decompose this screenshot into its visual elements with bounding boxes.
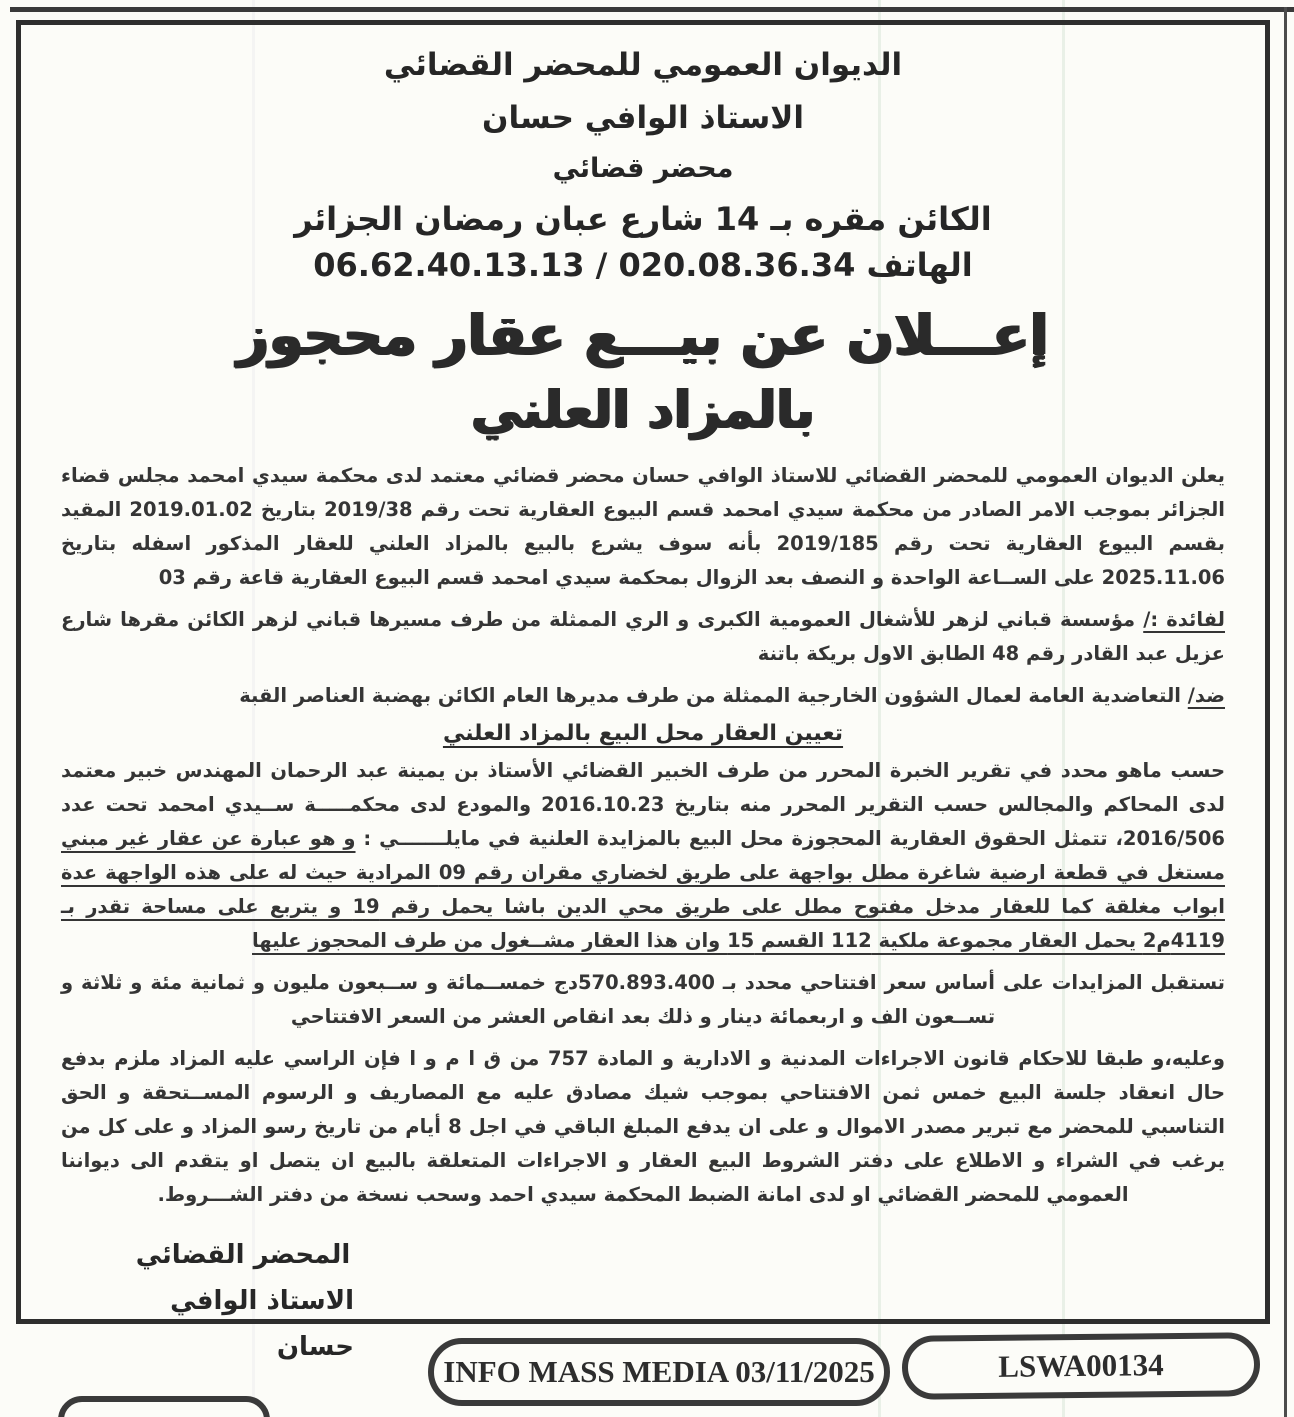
- reference-code-stamp: LSWA00134: [902, 1332, 1261, 1400]
- against-paragraph: [61, 679, 1225, 713]
- office-title: الديوان العمومي للمحضر القضائي: [383, 47, 903, 83]
- top-border-line: [10, 7, 1294, 12]
- against-label: ضد/: [1187, 684, 1225, 708]
- beneficiary-text: مؤسسة قباني لزهر للأشغال العمومية الكبرى و الري الممثلة من طرف مسيرها قباني لزهر الكائن مقرها شارع عزيل عبد القادر رقم 48 الطابق الاول بريكة باتنة: [61, 608, 1225, 666]
- section-heading: تعيين العقار محل البيع بالمزاد العلني: [442, 721, 844, 747]
- terms-paragraph: وعليه،و طبقا للاحكام قانون الاجراءات المدنية و الادارية و المادة 757 من ق ا م و ا فإن الراسي عليه المزاد ملزم بدفع حال انعقاد جلسة البيع خمس ثمن الافتتاحي بموجب شيك مصادق عليه مع المصاريف و الرسوم المســتحقة و الحق التناسبي للمحضر مع تبرير مصدر الاموال و على ان يدفع المبلغ الباقي في اجل 8 أيام من تاريخ رسو المزاد و على كل من يرغب في الشراء و الاطلاع على دفتر الشروط البيع العقار و الاجراءات المتعلقة بالبيع ان يتصل او يتقدم الى ديواننا العمومي للمحضر القضائي او لدى امانة الضبط المحكمة سيدي احمد وسحب نسخة من دفتر الشـــروط.: [61, 1047, 1226, 1207]
- document-body: [61, 459, 1225, 1212]
- expertise-paragraph: [61, 754, 1225, 958]
- document-border-frame: [16, 20, 1270, 1324]
- right-border-line: [1284, 7, 1287, 1417]
- document-content: [21, 25, 1265, 1212]
- signature-block: [102, 1232, 354, 1370]
- letterhead: [61, 47, 1225, 284]
- beneficiary-paragraph: [61, 603, 1225, 671]
- office-phone: الهاتف 020.08.36.34 / 06.62.40.13.13: [313, 246, 973, 284]
- property-description: و هو عبارة عن عقار غير مبني مستغل في قطعة ارضية شاغرة مطل بواجهة على طريق لخضاري مقران رقم 09 المرادية حيث له على هذه الواجهة عدة ابواب مغلقة كما للعقار مدخل مفتوح مطل على طريق محي الدين باشا يحمل رقم 19 و يتربع على مساحة تقدر بـ 4119م2 يحمل العقار مجموعة ملكية 112 القسم 15 وان هذا العقار مشــغول من طرف المحجوز عليها: [61, 827, 1225, 953]
- expertise-intro: حسب ماهو محدد في تقرير الخبرة المحرر من طرف الخبير القضائي الأستاذ بن يمينة عبد الرحمان المهندس خبير معتمد لدى المحاكم والمجالس حسب التقرير المحرر منه بتاريخ 2016.10.23 والمودع لدى محكمـــــة ســيدي امحمد تحت عدد 2016/506، تتمثل الحقوق العقارية المحجوزة محل البيع بالمزايدة العلنية في مايلـــــــي :: [61, 759, 1225, 851]
- officer-name: الاستاذ الوافي حسان: [482, 100, 804, 136]
- against-text: التعاضدية العامة لعمال الشؤون الخارجية الممثلة من طرف مديرها العام الكائن بهضبة العناصر القبة: [239, 684, 1181, 708]
- info-mass-media-stamp: INFO MASS MEDIA 03/11/2025: [428, 1338, 890, 1406]
- price-paragraph: تستقبل المزايدات على أساس سعر افتتاحي محدد بـ 570.893.400دج خمســمائة و ســبعون مليون و ثمانية مئة و ثلاثة و تســعون الف و اربعمائة دينار و ذلك بعد انقاص العشر من السعر الافتتاحي: [61, 971, 1225, 1029]
- signature-role: المحضر القضائي: [135, 1240, 351, 1270]
- announcement-title-line1: إعـــلان عن بيـــع عقار محجوز: [237, 303, 1049, 367]
- announcement-title: [61, 294, 1225, 445]
- signature-name: الاستاذ الوافي حسان: [170, 1286, 354, 1362]
- announcement-title-line2: بالمزاد العلني: [471, 380, 815, 440]
- officer-role: محضر قضائي: [552, 153, 734, 184]
- office-address: الكائن مقره بـ 14 شارع عبان رمضان الجزائر: [294, 200, 992, 238]
- beneficiary-label: لفائدة :/: [1143, 608, 1225, 632]
- partial-bottom-stamp: [58, 1396, 270, 1417]
- announcement-paragraph: يعلن الديوان العمومي للمحضر القضائي للاستاذ الوافي حسان محضر قضائي معتمد لدى محكمة سيدي امحمد مجلس قضاء الجزائر بموجب الامر الصادر من محكمة سيدي امحمد قسم البيوع العقارية تحت رقم 2019/38 بتاريخ 2019.01.02 المقيد بقسم البيوع العقارية تحت رقم 2019/185 بأنه سوف يشرع بالبيع بالمزاد العلني للعقار المذكور اسفله بتاريخ 2025.11.06 على الســاعة الواحدة و النصف بعد الزوال بمحكمة سيدي امحمد قسم البيوع العقارية قاعة رقم 03: [61, 464, 1225, 590]
